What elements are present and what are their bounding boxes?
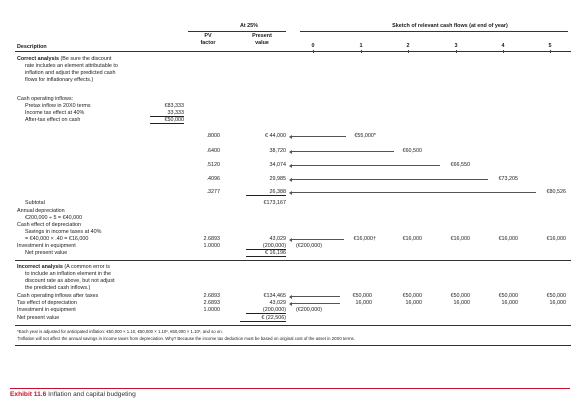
cash-inflows-label: Cash operating inflows:: [17, 96, 74, 102]
depreciation-effect-label: Cash effect of depreciation: [17, 222, 82, 228]
pv-factor: 1.0000: [203, 307, 220, 313]
subtotal-label: Subtotal: [25, 200, 45, 206]
annual-depreciation-calc: €200,000 ÷ 5 = €40,000: [25, 215, 83, 221]
header-bottom-rule: [15, 51, 571, 52]
year-tick: [361, 50, 362, 53]
investment-label: Investment in equipment: [17, 307, 76, 313]
npv-value: € (22,506): [240, 315, 286, 322]
cash-flow-year-5: €50,000: [546, 293, 566, 299]
pretax-label: Pretax inflow in 20X0 terms: [25, 103, 91, 109]
npv-value: € 16,196: [246, 250, 286, 257]
pv-factor-header-1: PV: [204, 33, 212, 39]
npv-label: Net present value: [17, 315, 60, 321]
pv-factor: 2.6893: [203, 293, 220, 299]
cash-flow-arrow: [290, 296, 340, 297]
sketch-header: Sketch of relevant cash flows (at end of year): [392, 23, 508, 29]
npv-label: Net present value: [25, 250, 68, 256]
present-value-header-2: value: [255, 40, 269, 46]
cash-flow-year-1: €16,000†: [353, 236, 376, 242]
pv-factor: 2.6893: [203, 300, 220, 306]
year-tick: [313, 50, 314, 53]
caption-rule: [10, 388, 570, 389]
tax-effect-value: 33,333: [150, 110, 184, 117]
incorrect-analysis-note-line: to include an inflation element in the: [25, 271, 112, 277]
correct-analysis-note-line: rate includes an element attributable to: [25, 63, 118, 69]
cash-flow-year-2: €50,000: [402, 293, 422, 299]
tax-effect-label: Income tax effect at 40%: [25, 110, 85, 116]
year-tick: [456, 50, 457, 53]
cash-flow-arrow: [290, 179, 488, 180]
annual-depreciation-label: Annual depreciation: [17, 208, 65, 214]
rate-header: At 25%: [240, 23, 258, 29]
present-value-header-1: Present: [252, 33, 272, 39]
year-1: 1: [359, 43, 363, 49]
year-0: 0: [311, 43, 315, 49]
year-3: 3: [454, 43, 458, 49]
incorrect-row-label: Cash operating inflows after taxes: [17, 293, 99, 299]
pv-factor: 1.0000: [203, 243, 220, 249]
present-value: € 44,000: [265, 133, 286, 139]
year-5: 5: [548, 43, 552, 49]
incorrect-analysis-title: Incorrect analysis: [17, 264, 63, 270]
exhibit-caption: [10, 391, 136, 399]
incorrect-row-label: Tax effect of depreciation: [17, 300, 77, 306]
footnote-dagger: †Inflation will not affect the annual savings in income taxes from depreciation. Why? Because the income tax deduction must be based on original cost of the asset in 20X0 terms.: [17, 336, 355, 341]
cash-flow-year-1: €55,000*: [354, 133, 376, 139]
present-value: 26,388: [246, 189, 286, 196]
exhibit-number: Exhibit 11.6: [10, 391, 47, 398]
correct-analysis-note-line: flows for inflationary effects.): [25, 77, 94, 83]
present-value: 38,720: [269, 148, 286, 154]
correct-analysis-title: Correct analysis: [17, 56, 59, 62]
present-value: 43,029: [269, 236, 286, 242]
pv-factor: .6400: [206, 148, 220, 154]
cash-flow-year-5: €80,526: [546, 189, 566, 195]
footnote-star: *Each year is adjusted for anticipated inflation: €50,000 × 1.10, €50,000 × 1.10², €50,000 × 1.10³, and so on.: [17, 329, 223, 334]
year-2: 2: [406, 43, 410, 49]
cash-flow-year-3: €50,000: [450, 293, 470, 299]
incorrect-analysis-note-line: the predicted cash inflows.): [25, 285, 91, 291]
cash-flow-year-5: 16,000: [549, 300, 566, 306]
cash-flow-year-4: €16,000: [498, 236, 518, 242]
rate-header-rule: [188, 31, 286, 32]
cash-flow-arrow: [290, 165, 440, 166]
cash-flow-arrow: [290, 239, 344, 240]
cash-flow-year-4: 16,000: [501, 300, 518, 306]
year-tick: [503, 50, 504, 53]
cash-flow-year-3: €16,000: [450, 236, 470, 242]
cash-flow-arrow: [290, 303, 340, 304]
year-4: 4: [501, 43, 505, 49]
present-value: €134,465: [263, 293, 286, 299]
cash-flow-year-0: (€200,000): [296, 307, 323, 313]
cash-flow-year-4: €50,000: [498, 293, 518, 299]
cash-flow-year-2: €16,000: [402, 236, 422, 242]
pv-factor: .8000: [206, 133, 220, 139]
incorrect-analysis-heading: [17, 264, 110, 270]
pv-factor-header-2: factor: [200, 40, 216, 46]
pv-factor: .3277: [206, 189, 220, 195]
present-value: (200,000): [246, 243, 286, 250]
tax-savings-label: Savings in income taxes at 40%: [25, 229, 102, 235]
cash-flow-year-5: €16,000: [546, 236, 566, 242]
present-value: 29,985: [269, 176, 286, 182]
cash-flow-arrow: [290, 151, 394, 152]
pv-factor: 2.6893: [203, 236, 220, 242]
correct-analysis-note-line: inflation and adjust the predicted cash: [25, 70, 116, 76]
cash-flow-year-3: €66,550: [450, 162, 470, 168]
cash-flow-arrow: [290, 192, 536, 193]
year-tick: [550, 50, 551, 53]
exhibit-title: Inflation and capital budgeting: [48, 391, 136, 398]
after-tax-value: €50,000: [150, 117, 184, 124]
cash-flow-year-2: €60,500: [402, 148, 422, 154]
pv-factor: .4096: [206, 176, 220, 182]
present-value: (200,000): [246, 307, 286, 314]
cash-flow-year-0: (€200,000): [296, 243, 323, 249]
year-tick: [408, 50, 409, 53]
present-value: 43,029: [269, 300, 286, 306]
pv-factor: .5120: [206, 162, 220, 168]
cash-flow-year-1: 16,000: [355, 300, 372, 306]
section-divider: [15, 260, 571, 261]
after-tax-label: After-tax effect on cash: [25, 117, 81, 123]
cash-flow-year-2: 16,000: [405, 300, 422, 306]
investment-label: Investment in equipment: [17, 243, 76, 249]
correct-analysis-heading: [17, 56, 111, 62]
description-header: Description: [17, 44, 47, 50]
incorrect-analysis-note-line: discount rate as above, but not adjust: [25, 278, 115, 284]
cash-flow-year-4: €73,205: [498, 176, 518, 182]
table-bottom-rule: [15, 345, 571, 346]
footnote-rule: [15, 325, 571, 326]
cash-flow-year-1: €50,000: [352, 293, 372, 299]
tax-savings-calc: = €40,000 × .40 = €16,000: [25, 236, 89, 242]
sketch-header-rule: [300, 31, 568, 32]
present-value: 34,074: [269, 162, 286, 168]
subtotal-value: €173,167: [263, 200, 286, 206]
cash-flow-arrow: [290, 136, 346, 137]
pretax-value: €83,333: [164, 103, 184, 109]
correct-analysis-note: (Be sure the discount: [60, 56, 112, 62]
cash-flow-year-3: 16,000: [453, 300, 470, 306]
incorrect-analysis-note: (A common error is: [64, 264, 110, 270]
